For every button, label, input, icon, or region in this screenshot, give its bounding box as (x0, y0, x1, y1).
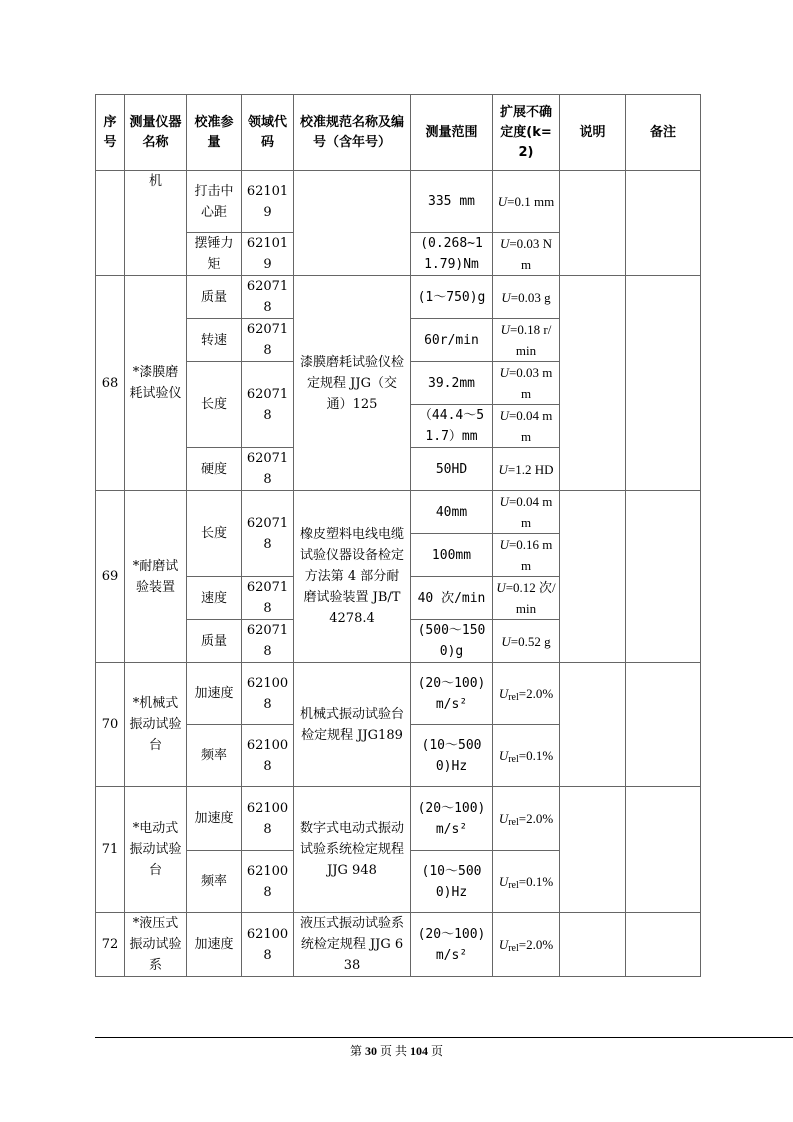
remark-cell (626, 276, 701, 491)
header-standard: 校准规范名称及编号（含年号） (294, 95, 411, 171)
header-instrument: 测量仪器名称 (125, 95, 187, 171)
param-cell: 加速度 (187, 663, 242, 725)
uncertainty-cell: $U_{rel}=2.0\%$ (493, 913, 560, 977)
range-cell: (20～100)m/s² (411, 913, 493, 977)
range-cell: 100mm (411, 534, 493, 577)
code-cell: 620718 (242, 276, 294, 319)
code-cell: 621019 (242, 233, 294, 276)
code-cell: 620718 (242, 362, 294, 448)
header-remark: 备注 (626, 95, 701, 171)
uncertainty-cell: U=0.03 Nm (493, 233, 560, 276)
table-row (96, 663, 701, 725)
instrument-name: *机械式振动试验台 (125, 663, 187, 787)
range-cell: (500～1500)g (411, 620, 493, 663)
range-cell: (1～750)g (411, 276, 493, 319)
instrument-name: *耐磨试验装置 (125, 491, 187, 663)
calibration-table (95, 94, 701, 977)
range-cell: (20～100)m/s² (411, 663, 493, 725)
explain-cell (560, 276, 626, 491)
range-cell: 60r/min (411, 319, 493, 362)
range-cell: (10～5000)Hz (411, 851, 493, 913)
code-cell: 621008 (242, 787, 294, 851)
uncertainty-cell: $U_{rel}=0.1\%$ (493, 725, 560, 787)
uncertainty-cell: $U_{rel}=2.0\%$ (493, 663, 560, 725)
uncertainty-cell: $U_{rel}=2.0\%$ (493, 787, 560, 851)
footer-middle: 页 共 (379, 1044, 407, 1058)
standard-cell: 机械式振动试验台检定规程 JJG189 (294, 663, 411, 787)
explain-cell (560, 787, 626, 913)
uncertainty-cell: U=0.18 r/min (493, 319, 560, 362)
param-cell: 频率 (187, 725, 242, 787)
seq-cell: 70 (96, 663, 125, 787)
code-cell: 620718 (242, 620, 294, 663)
total-page-count: 104 (410, 1044, 428, 1058)
instrument-name: *液压式振动试验系 (125, 913, 187, 977)
param-cell: 质量 (187, 276, 242, 319)
seq-cell: 68 (96, 276, 125, 491)
table-row (96, 787, 701, 851)
uncertainty-cell: U=0.1 mm (493, 171, 560, 233)
code-cell: 621008 (242, 725, 294, 787)
header-range: 测量范围 (411, 95, 493, 171)
instrument-name: 机 (125, 171, 187, 276)
remark-cell (626, 663, 701, 787)
header-explain: 说明 (560, 95, 626, 171)
explain-cell (560, 171, 626, 276)
range-cell: 40 次/min (411, 577, 493, 620)
table-row (96, 491, 701, 534)
param-cell: 转速 (187, 319, 242, 362)
range-cell: 39.2mm (411, 362, 493, 405)
table-header-row (96, 95, 701, 171)
code-cell: 620718 (242, 319, 294, 362)
remark-cell (626, 787, 701, 913)
range-cell: （44.4～51.7）mm (411, 405, 493, 448)
instrument-name: *电动式振动试验台 (125, 787, 187, 913)
param-cell: 频率 (187, 851, 242, 913)
standard-cell: 液压式振动试验系统检定规程 JJG 638 (294, 913, 411, 977)
uncertainty-cell: U=0.16 mm (493, 534, 560, 577)
uncertainty-cell: U=0.04 mm (493, 491, 560, 534)
param-cell: 加速度 (187, 913, 242, 977)
param-cell: 硬度 (187, 448, 242, 491)
standard-cell (294, 171, 411, 276)
footer-divider (95, 1037, 793, 1038)
seq-cell: 69 (96, 491, 125, 663)
range-cell: 50HD (411, 448, 493, 491)
uncertainty-cell: U=0.03 mm (493, 362, 560, 405)
uncertainty-cell: U=0.12 次/min (493, 577, 560, 620)
seq-cell (96, 171, 125, 276)
param-cell: 摆锤力矩 (187, 233, 242, 276)
code-cell: 620718 (242, 448, 294, 491)
seq-cell: 71 (96, 787, 125, 913)
code-cell: 620718 (242, 577, 294, 620)
header-uncertainty: 扩展不确定度(k=2) (493, 95, 560, 171)
header-param: 校准参量 (187, 95, 242, 171)
code-cell: 621008 (242, 663, 294, 725)
footer-prefix: 第 (349, 1044, 362, 1058)
code-cell: 621019 (242, 171, 294, 233)
param-cell: 长度 (187, 491, 242, 577)
table-row (96, 276, 701, 319)
instrument-name: *漆膜磨耗试验仪 (125, 276, 187, 491)
explain-cell (560, 913, 626, 977)
header-code: 领域代码 (242, 95, 294, 171)
standard-cell: 漆膜磨耗试验仪检定规程 JJG（交通）125 (294, 276, 411, 491)
code-cell: 620718 (242, 491, 294, 577)
uncertainty-cell: U=1.2 HD (493, 448, 560, 491)
range-cell: 335 mm (411, 171, 493, 233)
uncertainty-cell: U=0.52 g (493, 620, 560, 663)
remark-cell (626, 491, 701, 663)
current-page-number: 30 (364, 1044, 377, 1058)
range-cell: (20～100)m/s² (411, 787, 493, 851)
code-cell: 621008 (242, 851, 294, 913)
uncertainty-cell: $U_{rel}=0.1\%$ (493, 851, 560, 913)
remark-cell (626, 171, 701, 276)
range-cell: 40mm (411, 491, 493, 534)
explain-cell (560, 663, 626, 787)
param-cell: 打击中心距 (187, 171, 242, 233)
range-cell: (0.268~11.79)Nm (411, 233, 493, 276)
param-cell: 速度 (187, 577, 242, 620)
header-seq: 序号 (96, 95, 125, 171)
standard-cell: 橡皮塑料电线电缆试验仪器设备检定方法第 4 部分耐磨试验装置 JB/T4278.4 (294, 491, 411, 663)
uncertainty-cell: U=0.03 g (493, 276, 560, 319)
remark-cell (626, 913, 701, 977)
param-cell: 加速度 (187, 787, 242, 851)
footer-suffix: 页 (431, 1044, 444, 1058)
uncertainty-cell: U=0.04 mm (493, 405, 560, 448)
param-cell: 质量 (187, 620, 242, 663)
table-row (96, 913, 701, 977)
param-cell: 长度 (187, 362, 242, 448)
code-cell: 621008 (242, 913, 294, 977)
page-footer (0, 1043, 793, 1059)
explain-cell (560, 491, 626, 663)
seq-cell: 72 (96, 913, 125, 977)
range-cell: (10～5000)Hz (411, 725, 493, 787)
standard-cell: 数字式电动式振动试验系统检定规程 JJG 948 (294, 787, 411, 913)
table-row (96, 171, 701, 233)
